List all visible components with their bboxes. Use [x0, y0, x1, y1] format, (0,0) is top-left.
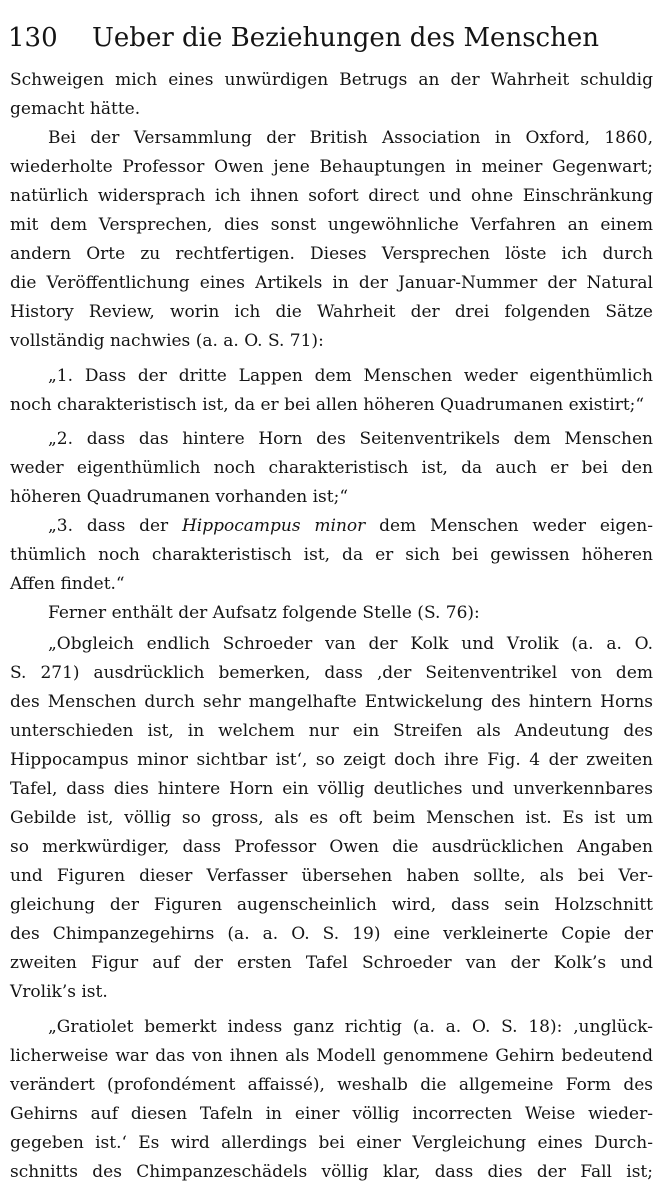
text-line: „Obgleich endlich Schroeder van der Kolk und Vrolik (a. a. O.	[48, 634, 653, 654]
text-line: und Figuren dieser Verfasser übersehen haben sollte, als bei Ver-	[10, 866, 653, 886]
text-run: „3. dass der	[48, 516, 182, 536]
text-line: „2. dass das hintere Horn des Seitenventrikels dem Menschen	[48, 429, 653, 449]
text-line: Hippocampus minor sichtbar ist‘, so zeigt doch ihre Fig. 4 der zweiten	[10, 750, 653, 770]
text-line: Ferner enthält der Aufsatz folgende Stelle (S. 76):	[48, 603, 480, 623]
text-line: wiederholte Professor Owen jene Behauptungen in meiner Gegenwart;	[10, 157, 653, 177]
text-line: gegeben ist.‘ Es wird allerdings bei einer Vergleichung eines Durch-	[10, 1133, 653, 1153]
text-line: S. 271) ausdrücklich bemerken, dass ‚der Seitenventrikel von dem	[10, 663, 653, 683]
text-line: gleichung der Figuren augenscheinlich wird, dass sein Holzschnitt	[10, 895, 653, 915]
text-line: Vrolik’s ist.	[10, 982, 108, 1002]
text-line: gemacht hätte.	[10, 99, 141, 119]
text-line: mit dem Versprechen, dies sonst ungewöhnliche Verfahren an einem	[10, 215, 653, 235]
text-line: Bei der Versammlung der British Association in Oxford, 1860,	[48, 128, 653, 148]
text-line: „Gratiolet bemerkt indess ganz richtig (a. a. O. S. 18): ‚unglück-	[48, 1017, 653, 1037]
text-line: des Chimpanzegehirns (a. a. O. S. 19) eine verkleinerte Copie der	[10, 924, 653, 944]
text-line: vollständig nachwies (a. a. O. S. 71):	[10, 331, 324, 351]
text-line: zweiten Figur auf der ersten Tafel Schroeder van der Kolk’s und	[10, 953, 653, 973]
text-line: weder eigenthümlich noch charakteristisch ist, da auch er bei den	[10, 458, 653, 478]
text-line: andern Orte zu rechtfertigen. Dieses Versprechen löste ich durch	[10, 244, 653, 264]
text-line: Affen findet.“	[10, 574, 125, 594]
text-line: History Review, worin ich die Wahrheit der drei folgenden Sätze	[10, 302, 653, 322]
text-line: thümlich noch charakteristisch ist, da er sich bei gewissen höheren	[10, 545, 653, 565]
text-line: die Veröffentlichung eines Artikels in der Januar-Nummer der Natural	[10, 273, 653, 293]
text-line: verändert (profondément affaissé), weshalb die allgemeine Form des	[10, 1075, 653, 1095]
text-line: Gebilde ist, völlig so gross, als es oft beim Menschen ist. Es ist um	[10, 808, 653, 828]
text-line: „1. Dass der dritte Lappen dem Menschen weder eigenthümlich	[48, 366, 653, 386]
text-line: Gehirns auf diesen Tafeln in einer völlig incorrecten Weise wieder-	[10, 1104, 653, 1124]
text-line: des Menschen durch sehr mangelhafte Entwickelung des hintern Horns	[10, 692, 653, 712]
text-line: unterschieden ist, in welchem nur ein Streifen als Andeutung des	[10, 721, 653, 741]
page-header	[8, 18, 658, 58]
page-number: 130	[8, 23, 58, 53]
running-title: Ueber die Beziehungen des Menschen	[92, 23, 599, 53]
text-line: schnitts des Chimpanzeschädels völlig klar, dass dies der Fall ist;	[10, 1162, 653, 1182]
text-line: Schweigen mich eines unwürdigen Betrugs an der Wahrheit schuldig	[10, 70, 653, 90]
text-line	[48, 513, 653, 539]
italic-term: Hippocampus minor	[181, 516, 366, 536]
text-line: licherweise war das von ihnen als Modell genommene Gehirn bedeutend	[10, 1046, 653, 1066]
text-line: so merkwürdiger, dass Professor Owen die ausdrücklichen Angaben	[10, 837, 653, 857]
text-line: noch charakteristisch ist, da er bei allen höheren Quadrumanen existirt;“	[10, 395, 645, 415]
text-line: natürlich widersprach ich ihnen sofort direct und ohne Einschränkung	[10, 186, 653, 206]
text-line: höheren Quadrumanen vorhanden ist;“	[10, 487, 349, 507]
text-run: dem Menschen weder eigen-	[365, 516, 653, 536]
text-line: Tafel, dass dies hintere Horn ein völlig deutliches und unverkennbares	[10, 779, 653, 799]
